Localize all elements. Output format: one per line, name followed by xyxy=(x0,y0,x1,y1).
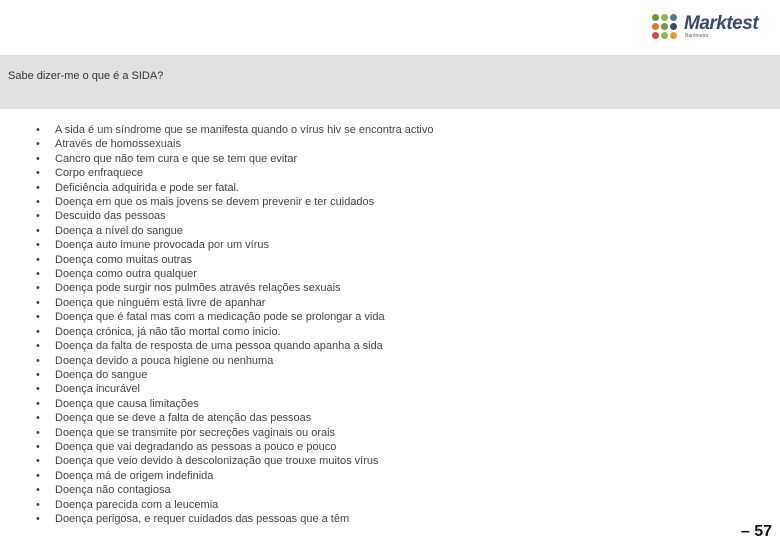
list-item: • Doença crónica, já não tão mortal como inicio. xyxy=(36,325,434,339)
list-item: • Doença má de origem indefinida xyxy=(36,469,434,483)
list-item: • Deficiência adquirida e pode ser fatal. xyxy=(36,181,434,195)
question-text: Sabe dizer-me o que é a SIDA? xyxy=(8,70,164,82)
answer-list xyxy=(36,123,434,526)
list-item: • Doença que se deve a falta de atenção das pessoas xyxy=(36,411,434,425)
question-band xyxy=(0,55,780,109)
list-item: • Doença auto imune provocada por um vírus xyxy=(36,238,434,252)
list-item: • Doença a nível do sangue xyxy=(36,224,434,238)
list-item: • Doença que se transmite por secreções vaginais ou orais xyxy=(36,426,434,440)
list-item: • Através de homossexuais xyxy=(36,137,434,151)
list-item: • Doença em que os mais jovens se devem prevenir e ter cuidados xyxy=(36,195,434,209)
list-item: • Doença incurável xyxy=(36,382,434,396)
logo-subtitle: Barómetro xyxy=(685,33,709,39)
list-item: • Doença que causa limitações xyxy=(36,397,434,411)
list-item: • Cancro que não tem cura e que se tem que evitar xyxy=(36,152,434,166)
list-item: • Doença como outra qualquer xyxy=(36,267,434,281)
list-item: • Doença parecida com a leucemia xyxy=(36,498,434,512)
logo-dots-icon xyxy=(652,14,680,42)
list-item: • Doença da falta de resposta de uma pessoa quando apanha a sida xyxy=(36,339,434,353)
page-number: – 57 xyxy=(740,523,772,540)
marktest-logo xyxy=(652,14,764,44)
list-item: • A sida é um síndrome que se manifesta quando o vírus hiv se encontra activo xyxy=(36,123,434,137)
list-item: • Doença pode surgir nos pulmões através relações sexuais xyxy=(36,281,434,295)
list-item: • Doença que vai degradando as pessoas a pouco e pouco xyxy=(36,440,434,454)
list-item: • Doença perigosa, e requer cuidados das pessoas que a têm xyxy=(36,512,434,526)
list-item: • Doença do sangue xyxy=(36,368,434,382)
list-item: • Doença que é fatal mas com a medicação pode se prolongar a vida xyxy=(36,310,434,324)
list-item: • Doença que ninguém está livre de apanhar xyxy=(36,296,434,310)
list-item: • Doença devido a pouca higiene ou nenhuma xyxy=(36,354,434,368)
list-item: • Doença que veio devido à descolonização que trouxe muitos vírus xyxy=(36,454,434,468)
list-item: • Doença como muitas outras xyxy=(36,253,434,267)
logo-wordmark: Marktest xyxy=(684,13,759,34)
list-item: • Corpo enfraquece xyxy=(36,166,434,180)
list-item: • Doença não contagiosa xyxy=(36,483,434,497)
list-item: • Descuido das pessoas xyxy=(36,209,434,223)
